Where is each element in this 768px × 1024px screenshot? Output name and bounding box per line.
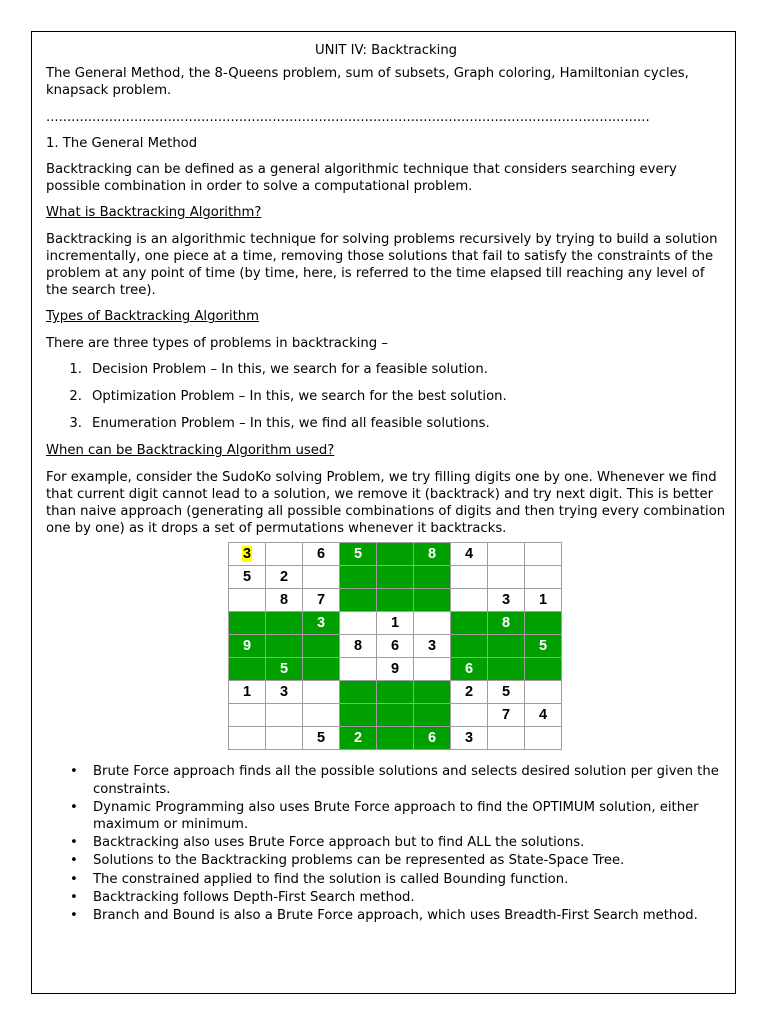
sudoku-digit: 8 <box>501 615 511 632</box>
sudoku-cell <box>525 658 562 681</box>
bullet-item <box>46 871 726 888</box>
sudoku-cell <box>340 704 377 727</box>
sudoku-digit: 4 <box>464 546 474 563</box>
sudoku-cell <box>303 566 340 589</box>
sudoku-digit: 8 <box>353 638 363 655</box>
sudoku-digit: 3 <box>427 638 437 655</box>
sudoku-cell <box>414 635 451 658</box>
sudoku-cell <box>266 635 303 658</box>
sudoku-cell <box>266 727 303 750</box>
sudoku-digit: 5 <box>538 638 548 655</box>
sudoku-row <box>229 704 562 727</box>
sudoku-digit: 5 <box>501 684 511 701</box>
bullet-text: Backtracking follows Depth-First Search method. <box>93 889 415 905</box>
sudoku-cell <box>414 681 451 704</box>
list-text: Decision Problem – In this, we search for a feasible solution. <box>92 361 488 377</box>
sudoku-cell <box>340 612 377 635</box>
types-intro: There are three types of problems in backtracking – <box>46 335 388 351</box>
sudoku-row <box>229 727 562 750</box>
list-item <box>46 361 726 378</box>
sudoku-cell <box>377 612 414 635</box>
sudoku-cell <box>266 658 303 681</box>
sudoku-cell <box>414 566 451 589</box>
sudoku-cell <box>451 612 488 635</box>
sudoku-grid <box>228 542 562 750</box>
sudoku-cell <box>340 589 377 612</box>
sudoku-digit: 3 <box>279 684 289 701</box>
sudoku-cell <box>340 727 377 750</box>
sudoku-digit: 6 <box>390 638 400 655</box>
bullet-item <box>46 889 726 906</box>
definition-text: can be defined as a general algorithmic technique that considers searching every possible combination in order to solve a computational problem. <box>46 162 677 195</box>
sudoku-digit: 5 <box>242 569 252 586</box>
sudoku-digit: 4 <box>538 707 548 724</box>
what-paragraph: Backtracking is an algorithmic technique for solving problems recursively by trying to build a solution incrementally, one piece at a time, removing those solutions that fail to satisfy the constraints of the problem at any point of time (by time, here, is referred to the time elapsed till reaching any level of the search tree). <box>46 231 718 299</box>
topics-line: The General Method, the 8-Queens problem, sum of subsets, Graph coloring, Hamiltonian cycles, knapsack problem. <box>46 66 689 99</box>
sudoku-cell <box>488 704 525 727</box>
sudoku-row <box>229 658 562 681</box>
bullet-item <box>46 907 726 924</box>
sudoku-cell <box>340 658 377 681</box>
sudoku-digit: 5 <box>353 546 363 563</box>
sudoku-cell <box>377 566 414 589</box>
bullet-item <box>46 763 726 797</box>
sudoku-cell <box>525 635 562 658</box>
sudoku-cell <box>303 589 340 612</box>
sudoku-cell <box>488 566 525 589</box>
sudoku-cell <box>377 589 414 612</box>
sudoku-cell <box>303 635 340 658</box>
bullet-dot-icon: • <box>70 764 78 780</box>
bullet-text: Brute Force approach finds all the possible solutions and selects desired solution per given the constraints. <box>93 764 719 797</box>
sudoku-cell <box>340 543 377 566</box>
sudoku-cell <box>303 681 340 704</box>
sudoku-cell <box>488 681 525 704</box>
sudoku-row <box>229 543 562 566</box>
sudoku-cell <box>525 681 562 704</box>
sudoku-cell <box>340 681 377 704</box>
sudoku-cell <box>414 543 451 566</box>
sudoku-cell <box>414 589 451 612</box>
sudoku-cell <box>525 727 562 750</box>
sudoku-cell <box>451 681 488 704</box>
sudoku-cell <box>525 589 562 612</box>
sudoku-row <box>229 589 562 612</box>
definition-paragraph <box>46 161 726 195</box>
sudoku-cell <box>488 658 525 681</box>
sudoku-cell <box>377 635 414 658</box>
sudoku-cell <box>229 589 266 612</box>
sudoku-cell <box>377 658 414 681</box>
sudoku-cell <box>377 681 414 704</box>
sudoku-cell <box>340 566 377 589</box>
bullet-dot-icon: • <box>70 871 78 887</box>
sudoku-cell <box>229 566 266 589</box>
sudoku-cell <box>525 543 562 566</box>
dotted-divider: ................................................................................................................................................ <box>46 109 650 125</box>
sudoku-digit: 5 <box>316 730 326 747</box>
sudoku-cell <box>377 727 414 750</box>
what-heading: What is Backtracking Algorithm? <box>46 205 262 221</box>
when-heading: When can be Backtracking Algorithm used? <box>46 443 335 459</box>
sudoku-cell <box>488 589 525 612</box>
sudoku-digit: 9 <box>242 638 252 655</box>
sudoku-cell <box>266 543 303 566</box>
sudoku-cell <box>266 612 303 635</box>
sudoku-row <box>229 681 562 704</box>
bullet-text: Solutions to the Backtracking problems can be represented as State-Space Tree. <box>93 853 625 869</box>
sudoku-cell <box>377 543 414 566</box>
sudoku-row <box>229 566 562 589</box>
sudoku-cell <box>525 612 562 635</box>
sudoku-digit: 3 <box>242 546 252 563</box>
section-heading: 1. The General Method <box>46 135 198 151</box>
sudoku-cell <box>488 612 525 635</box>
when-paragraph: For example, consider the SudoKo solving Problem, we try filling digits one by one. Whenever we find that current digit cannot lead to a solution, we remove it (backtrack) and try next digit. This is better than naive approach (generating all possible combinations of digits and then trying every combination one by one) as it drops a set of permutations whenever it backtracks. <box>46 469 726 537</box>
sudoku-cell <box>229 612 266 635</box>
sudoku-digit: 1 <box>242 684 252 701</box>
sudoku-cell <box>266 589 303 612</box>
list-number: 3. <box>69 416 82 432</box>
sudoku-digit: 9 <box>390 661 400 678</box>
sudoku-digit: 8 <box>279 592 289 609</box>
sudoku-cell <box>414 704 451 727</box>
document-content <box>46 40 726 925</box>
sudoku-cell <box>229 704 266 727</box>
sudoku-row <box>229 635 562 658</box>
bullet-text: The constrained applied to find the solution is called Bounding function. <box>93 871 569 887</box>
sudoku-digit: 6 <box>427 730 437 747</box>
sudoku-digit: 6 <box>464 661 474 678</box>
sudoku-figure <box>46 542 726 750</box>
bullet-text: Branch and Bound is also a Brute Force approach, which uses Breadth-First Search method. <box>93 908 698 924</box>
sudoku-cell <box>266 681 303 704</box>
sudoku-digit: 5 <box>279 661 289 678</box>
sudoku-cell <box>451 635 488 658</box>
bullet-dot-icon: • <box>70 889 78 905</box>
sudoku-cell <box>451 658 488 681</box>
list-number: 1. <box>69 361 82 377</box>
types-list <box>46 361 726 433</box>
sudoku-cell <box>525 566 562 589</box>
sudoku-cell <box>303 612 340 635</box>
sudoku-cell <box>229 635 266 658</box>
sudoku-cell <box>451 727 488 750</box>
list-text: Enumeration Problem – In this, we find all feasible solutions. <box>92 416 490 432</box>
sudoku-cell <box>266 566 303 589</box>
sudoku-digit: 2 <box>464 684 474 701</box>
bullet-dot-icon: • <box>70 799 78 815</box>
sudoku-digit: 6 <box>316 546 326 563</box>
list-text: Optimization Problem – In this, we search for the best solution. <box>92 389 507 405</box>
sudoku-cell <box>451 589 488 612</box>
sudoku-digit: 3 <box>501 592 511 609</box>
sudoku-cell <box>303 727 340 750</box>
sudoku-cell <box>377 704 414 727</box>
bullet-item <box>46 799 726 833</box>
sudoku-digit: 1 <box>538 592 548 609</box>
sudoku-cell <box>229 543 266 566</box>
types-heading: Types of Backtracking Algorithm <box>46 309 260 325</box>
sudoku-cell <box>266 704 303 727</box>
sudoku-cell <box>525 704 562 727</box>
sudoku-row <box>229 612 562 635</box>
sudoku-digit: 1 <box>390 615 400 632</box>
sudoku-cell <box>488 543 525 566</box>
sudoku-cell <box>303 658 340 681</box>
sudoku-cell <box>451 543 488 566</box>
bullet-dot-icon: • <box>70 835 78 851</box>
sudoku-digit: 8 <box>427 546 437 563</box>
sudoku-cell <box>303 704 340 727</box>
sudoku-cell <box>340 635 377 658</box>
bullet-item <box>46 834 726 851</box>
bullet-dot-icon: • <box>70 853 78 869</box>
bullet-dot-icon: • <box>70 908 78 924</box>
sudoku-digit: 2 <box>353 730 363 747</box>
sudoku-cell <box>229 681 266 704</box>
sudoku-cell <box>303 543 340 566</box>
bullet-item <box>46 852 726 869</box>
list-item <box>46 388 726 405</box>
bullet-text: Dynamic Programming also uses Brute Force approach to find the OPTIMUM solution, either maximum or minimum. <box>93 799 699 833</box>
sudoku-cell <box>229 727 266 750</box>
list-number: 2. <box>69 389 82 405</box>
sudoku-cell <box>451 566 488 589</box>
sudoku-cell <box>488 635 525 658</box>
sudoku-cell <box>414 727 451 750</box>
sudoku-cell <box>414 658 451 681</box>
sudoku-digit: 7 <box>316 592 326 609</box>
sudoku-cell <box>451 704 488 727</box>
sudoku-cell <box>488 727 525 750</box>
page-title: UNIT IV: Backtracking <box>314 43 458 58</box>
sudoku-digit: 2 <box>279 569 289 586</box>
bullet-list <box>46 763 726 924</box>
sudoku-digit: 7 <box>501 707 511 724</box>
bullet-text: Backtracking also uses Brute Force approach but to find ALL the solutions. <box>93 835 585 851</box>
definition-term: Backtracking <box>46 162 132 178</box>
sudoku-cell <box>229 658 266 681</box>
sudoku-cell <box>414 612 451 635</box>
list-item <box>46 415 726 432</box>
sudoku-digit: 3 <box>464 730 474 747</box>
sudoku-digit: 3 <box>316 615 326 632</box>
